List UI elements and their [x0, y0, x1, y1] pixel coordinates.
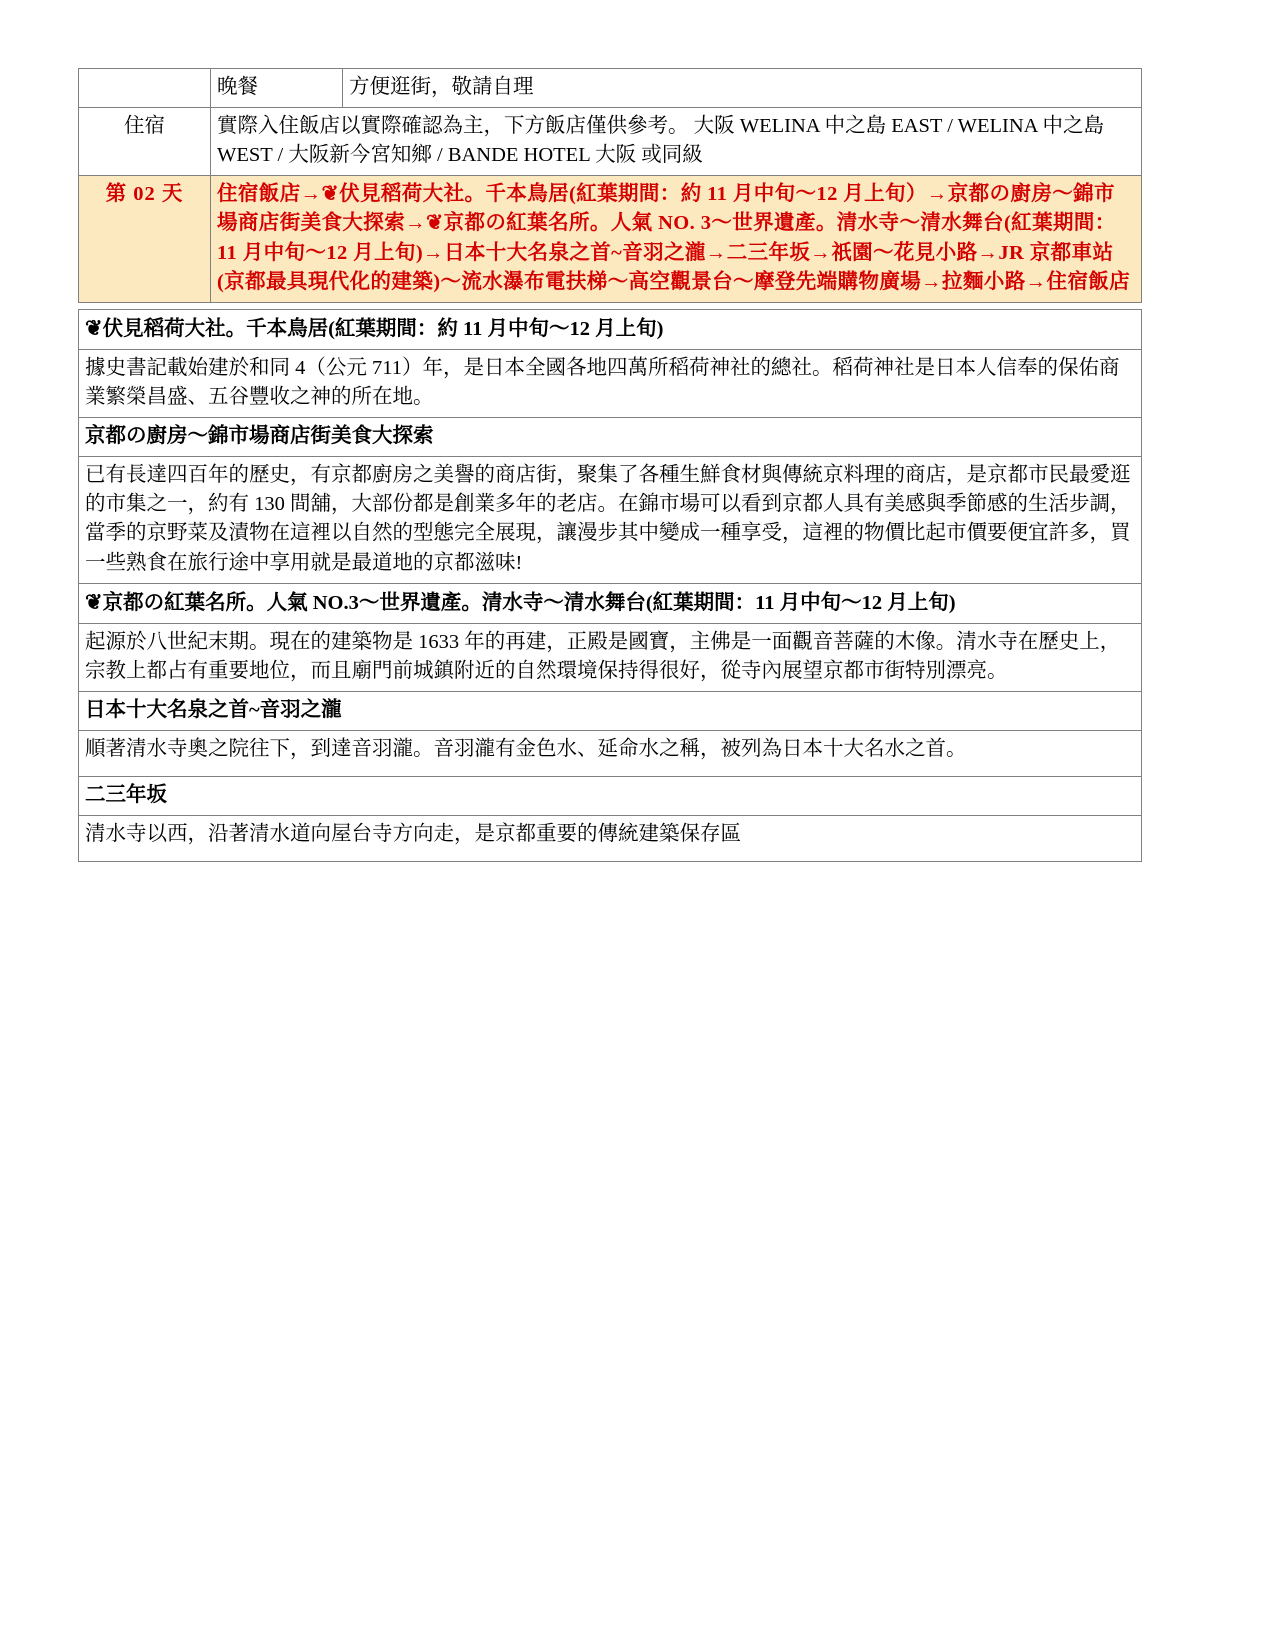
section-body-row: [79, 349, 1142, 417]
maple-leaf-icon: ❦: [85, 315, 103, 340]
maple-leaf-icon: ❦: [85, 589, 103, 614]
attraction-descriptions-table: [78, 309, 1142, 863]
meal-label-cell: 晚餐: [211, 69, 343, 108]
section-body: 順著清水寺奧之院往下，到達音羽瀧。音羽瀧有金色水、延命水之稱，被列為日本十大名水之首。: [79, 731, 1142, 777]
section-title-row: [79, 583, 1142, 623]
day-itinerary-cell: 住宿飯店→❦伏見稻荷大社。千本鳥居(紅葉期間：約 11 月中旬～12 月上旬）→京都の廚房～錦市場商店街美食大探索→❦京都の紅葉名所。人氣 NO. 3～世界遺產。清水寺～清水舞台(紅葉期間：11 月中旬～12 月上旬)→日本十大名泉之首~音羽之瀧→二三年坂→祇園～花見小路→JR 京都車站(京都最具現代化的建築)～流水瀑布電扶梯～高空觀景台～摩登先端購物廣場→拉麵小路→住宿飯店: [211, 176, 1142, 302]
meal-row: [79, 69, 1142, 108]
stay-row: [79, 108, 1142, 176]
section-title-text: 伏見稻荷大社。千本鳥居(紅葉期間：約 11 月中旬～12 月上旬): [102, 317, 664, 340]
section-body: 已有長達四百年的歷史，有京都廚房之美譽的商店街，聚集了各種生鮮食材與傳統京料理的商店，是京都市民最愛逛的市集之一，約有 130 間舖，大部份都是創業多年的老店。在錦市場可以看到京都人具有美感與季節感的生活步調，當季的京野菜及漬物在這裡以自然的型態完全展現，讓漫步其中變成一種享受，這裡的物價比起市價要便宜許多，買一些熟食在旅行途中享用就是最道地的京都滋味!: [79, 457, 1142, 583]
section-title-row: [79, 309, 1142, 349]
section-body-row: [79, 816, 1142, 862]
day-label-cell: 第 02 天: [79, 176, 211, 302]
section-body-row: [79, 457, 1142, 583]
section-title: [79, 309, 1142, 349]
section-body-row: [79, 731, 1142, 777]
section-body: 清水寺以西，沿著清水道向屋台寺方向走，是京都重要的傳統建築保存區: [79, 816, 1142, 862]
section-title: [79, 583, 1142, 623]
section-body: 據史書記載始建於和同 4（公元 711）年，是日本全國各地四萬所稻荷神社的總社。稻荷神社是日本人信奉的保佑商業繁榮昌盛、五谷豐收之神的所在地。: [79, 349, 1142, 417]
stay-text-cell: 實際入住飯店以實際確認為主，下方飯店僅供參考。 大阪 WELINA 中之島 EAST / WELINA 中之島 WEST / 大阪新今宮知鄉 / BANDE HOTEL 大阪 或同級: [211, 108, 1142, 176]
section-title: 京都の廚房～錦市場商店街美食大探索: [79, 418, 1142, 457]
section-body: 起源於八世紀末期。現在的建築物是 1633 年的再建，正殿是國寶，主佛是一面觀音菩薩的木像。清水寺在歷史上，宗教上都占有重要地位，而且廟門前城鎮附近的自然環境保持得很好，從寺內展望京都市街特別漂亮。: [79, 623, 1142, 691]
day-row: [79, 176, 1142, 302]
meal-text-cell: 方便逛街，敬請自理: [343, 69, 1142, 108]
section-title-row: [79, 777, 1142, 816]
meal-row-blank-cell: [79, 69, 211, 108]
itinerary-table: [78, 68, 1142, 303]
stay-label-cell: 住宿: [79, 108, 211, 176]
section-title: 日本十大名泉之首~音羽之瀧: [79, 691, 1142, 730]
section-title-text: 京都の紅葉名所。人氣 NO.3～世界遺產。清水寺～清水舞台(紅葉期間：11 月中旬～12 月上旬): [102, 591, 956, 614]
section-title-row: [79, 418, 1142, 457]
section-title: 二三年坂: [79, 777, 1142, 816]
section-title-row: [79, 691, 1142, 730]
section-body-row: [79, 623, 1142, 691]
